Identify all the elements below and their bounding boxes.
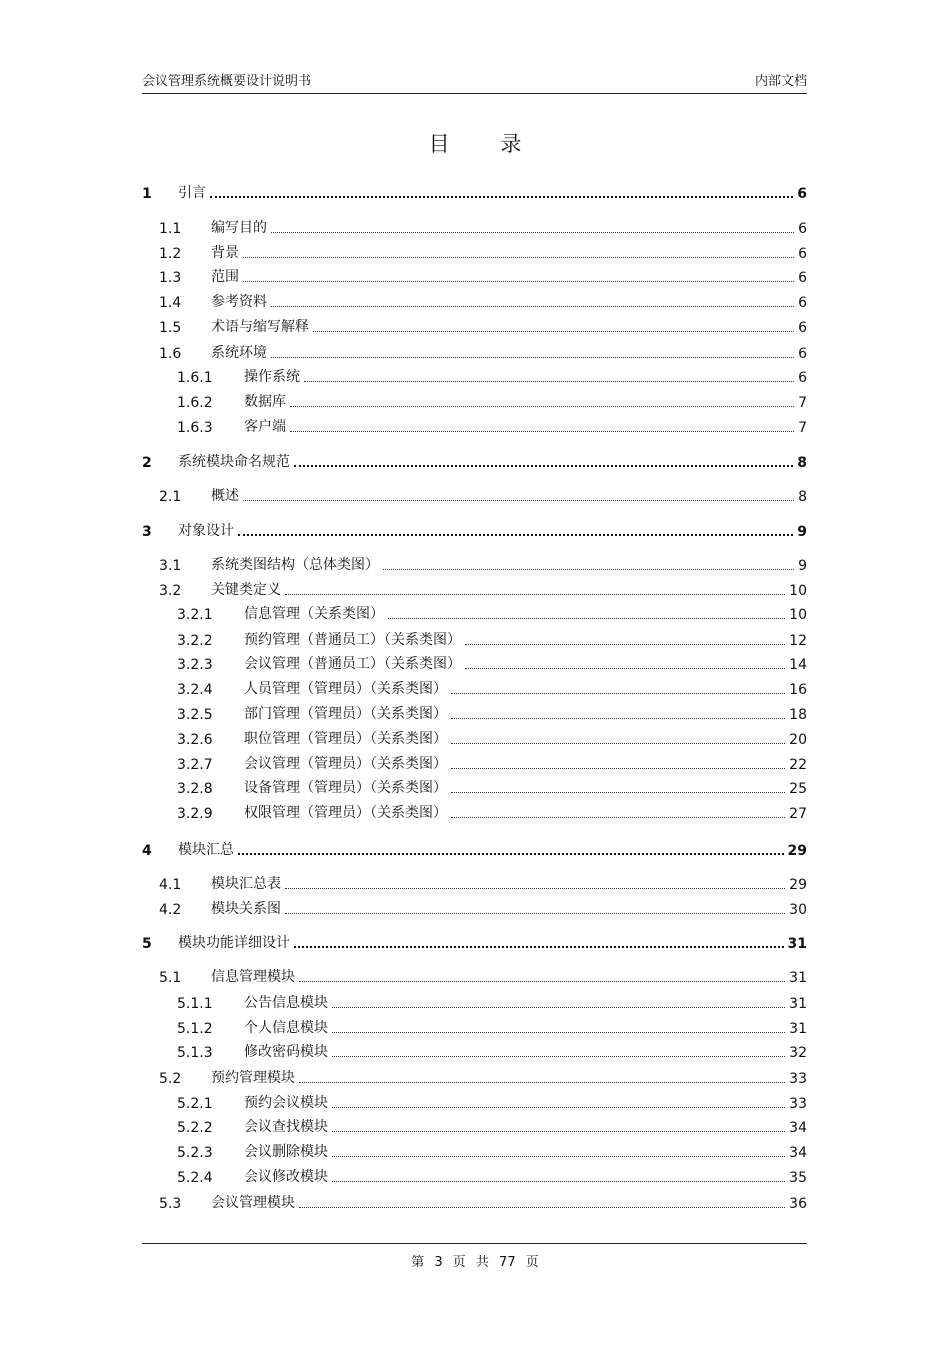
toc-entry-number: 3.2.6 [177, 732, 213, 748]
dot-leader [451, 742, 785, 744]
dot-leader [238, 533, 793, 536]
toc-entry-page: 27 [789, 806, 807, 822]
toc-entry[interactable] [177, 992, 807, 1012]
toc-entry[interactable] [177, 1141, 807, 1161]
dot-leader [332, 1155, 785, 1157]
toc-entry-label: 系统类图结构（总体类图） [211, 557, 379, 573]
dot-leader [299, 980, 785, 982]
toc-entry-number: 1.6 [159, 346, 182, 362]
toc-entry-label: 范围 [211, 269, 239, 285]
toc-entry-label: 参考资料 [211, 294, 267, 310]
toc-entry-page: 6 [798, 370, 807, 386]
toc-entry-page: 6 [798, 221, 807, 237]
toc-entry-page: 9 [798, 558, 807, 574]
toc-entry-number: 5.1.3 [177, 1045, 213, 1061]
dot-leader [332, 1006, 785, 1008]
dot-leader [465, 667, 785, 669]
toc-entry[interactable] [159, 242, 807, 262]
toc-entry-page: 8 [797, 455, 807, 471]
toc-entry-number: 1.4 [159, 295, 182, 311]
toc-entry-page: 10 [789, 583, 807, 599]
toc-entry[interactable] [142, 451, 807, 471]
dot-leader [271, 356, 794, 358]
toc-entry-number: 3.2.9 [177, 806, 213, 822]
dot-leader [294, 464, 793, 467]
toc-entry-label: 背景 [211, 245, 239, 261]
toc-entry-page: 9 [797, 524, 807, 540]
toc-entry-page: 16 [789, 682, 807, 698]
toc-entry-page: 7 [798, 395, 807, 411]
toc-entry-page: 31 [787, 936, 807, 952]
toc-entry-page: 12 [789, 633, 807, 649]
toc-entry-number: 3.1 [159, 558, 182, 574]
toc-entry-number: 3 [142, 524, 152, 540]
dot-leader [332, 1130, 785, 1132]
dot-leader [383, 568, 794, 570]
toc-entry[interactable] [177, 1116, 807, 1136]
toc-entry[interactable] [177, 1166, 807, 1186]
toc-entry-label: 个人信息模块 [244, 1020, 328, 1036]
toc-title: 目 录 [428, 132, 544, 156]
toc-entry-page: 6 [798, 246, 807, 262]
toc-entry[interactable] [159, 554, 807, 574]
toc-entry-page: 36 [789, 1196, 807, 1212]
toc-entry-number: 3.2.4 [177, 682, 213, 698]
toc-entry-page: 34 [789, 1145, 807, 1161]
toc-entry-page: 29 [789, 877, 807, 893]
toc-entry-number: 1.6.3 [177, 420, 213, 436]
toc-entry-label: 信息管理模块 [211, 969, 295, 985]
toc-entry[interactable] [159, 966, 807, 986]
toc-entry-label: 预约管理模块 [211, 1070, 295, 1086]
toc-entry-number: 1.5 [159, 320, 182, 336]
toc-entry-page: 31 [789, 970, 807, 986]
toc-entry[interactable] [159, 485, 807, 505]
dot-leader [294, 945, 784, 948]
toc-entry-label: 操作系统 [244, 369, 300, 385]
toc-entry-page: 30 [789, 902, 807, 918]
toc-entry-number: 1 [142, 186, 152, 202]
dot-leader [290, 430, 794, 432]
toc-entry-label: 术语与缩写解释 [211, 319, 309, 335]
toc-entry-number: 4 [142, 843, 152, 859]
toc-entry-label: 编写目的 [211, 220, 267, 236]
toc-entry[interactable] [177, 1041, 807, 1061]
dot-leader [451, 767, 785, 769]
toc-entry[interactable] [142, 932, 807, 952]
toc-entry[interactable] [159, 1067, 807, 1087]
toc-entry-number: 3.2.5 [177, 707, 213, 723]
toc-entry-number: 4.2 [159, 902, 182, 918]
dot-leader [285, 593, 785, 595]
toc-entry-label: 系统环境 [211, 345, 267, 361]
dot-leader [465, 643, 785, 645]
dot-leader [332, 1031, 785, 1033]
toc-entry-label: 引言 [178, 185, 206, 201]
toc-entry-label: 会议管理（普通员工）（关系类图） [244, 656, 461, 672]
toc-entry-label: 概述 [211, 488, 239, 504]
toc-entry[interactable] [177, 728, 807, 748]
dot-leader [285, 887, 785, 889]
toc-entry-page: 14 [789, 657, 807, 673]
toc-entry-label: 公告信息模块 [244, 995, 328, 1011]
toc-entry-page: 6 [798, 295, 807, 311]
classification-label: 内部文档 [754, 74, 807, 89]
toc-entry-page: 33 [789, 1096, 807, 1112]
toc-entry-label: 职位管理（管理员）（关系类图） [244, 731, 447, 747]
dot-leader [299, 1081, 785, 1083]
dot-leader [451, 816, 785, 818]
toc-entry[interactable] [159, 266, 807, 286]
dot-leader [313, 330, 794, 332]
toc-entry-page: 31 [789, 996, 807, 1012]
dot-leader [285, 912, 785, 914]
dot-leader [238, 852, 784, 855]
dot-leader [210, 195, 793, 198]
dot-leader [243, 499, 794, 501]
toc-entry[interactable] [177, 802, 807, 822]
toc-entry[interactable] [142, 839, 807, 859]
dot-leader [388, 617, 785, 619]
toc-entry-number: 1.6.1 [177, 370, 213, 386]
toc-entry-number: 4.1 [159, 877, 182, 893]
toc-entry-label: 修改密码模块 [244, 1044, 328, 1060]
toc-entry[interactable] [159, 217, 807, 237]
dot-leader [271, 305, 794, 307]
toc-entry[interactable] [159, 579, 807, 599]
toc-entry-page: 6 [797, 186, 807, 202]
page-header [142, 66, 807, 94]
toc-entry-number: 1.1 [159, 221, 182, 237]
toc-entry-page: 25 [789, 781, 807, 797]
toc-entry-label: 系统模块命名规范 [178, 454, 290, 470]
toc-entry-number: 3.2.1 [177, 607, 213, 623]
toc-entry-number: 5.3 [159, 1196, 182, 1212]
toc-entry[interactable] [177, 678, 807, 698]
toc-entry-label: 部门管理（管理员）（关系类图） [244, 706, 447, 722]
toc-entry-number: 2 [142, 455, 152, 471]
toc-entry[interactable] [159, 316, 807, 336]
toc-entry-label: 数据库 [244, 394, 286, 410]
dot-leader [299, 1206, 785, 1208]
toc-entry[interactable] [177, 653, 807, 673]
toc-entry-number: 3.2.3 [177, 657, 213, 673]
toc-entry-page: 6 [798, 346, 807, 362]
toc-entry[interactable] [177, 1092, 807, 1112]
toc-entry-number: 5.2 [159, 1071, 182, 1087]
toc-entry[interactable] [142, 182, 807, 202]
dot-leader [304, 380, 794, 382]
toc-entry-label: 模块功能详细设计 [178, 935, 290, 951]
toc-entry-number: 5.1 [159, 970, 182, 986]
toc-entry-page: 32 [789, 1045, 807, 1061]
toc-entry-label: 设备管理（管理员）（关系类图） [244, 780, 447, 796]
toc-entry-label: 会议修改模块 [244, 1169, 328, 1185]
page-footer: 第 3 页 共 77 页 [411, 1255, 539, 1270]
toc-entry-label: 预约会议模块 [244, 1095, 328, 1111]
toc-entry[interactable] [159, 291, 807, 311]
toc-entry-number: 3.2 [159, 583, 182, 599]
dot-leader [243, 256, 794, 258]
toc-entry-label: 权限管理（管理员）（关系类图） [244, 805, 447, 821]
dot-leader [451, 717, 785, 719]
toc-entry-label: 会议管理（管理员）（关系类图） [244, 756, 447, 772]
document-title: 会议管理系统概要设计说明书 [142, 74, 312, 89]
toc-entry-number: 5.2.4 [177, 1170, 213, 1186]
toc-entry-page: 35 [789, 1170, 807, 1186]
toc-entry[interactable] [159, 342, 807, 362]
toc-entry[interactable] [159, 898, 807, 918]
toc-entry[interactable] [159, 1192, 807, 1212]
dot-leader [290, 405, 794, 407]
toc-entry-label: 信息管理（关系类图） [244, 606, 384, 622]
dot-leader [332, 1180, 785, 1182]
toc-entry-number: 3.2.2 [177, 633, 213, 649]
toc-entry-number: 3.2.8 [177, 781, 213, 797]
toc-entry-label: 会议查找模块 [244, 1119, 328, 1135]
toc-entry-label: 会议管理模块 [211, 1195, 295, 1211]
toc-entry[interactable] [177, 629, 807, 649]
toc-entry[interactable] [177, 777, 807, 797]
toc-entry-page: 8 [798, 489, 807, 505]
toc-entry-label: 关键类定义 [211, 582, 281, 598]
footer-divider [142, 1243, 807, 1244]
dot-leader [332, 1055, 785, 1057]
toc-entry-label: 模块关系图 [211, 901, 281, 917]
toc-entry-number: 5.1.2 [177, 1021, 213, 1037]
toc-entry-number: 1.2 [159, 246, 182, 262]
dot-leader [451, 791, 785, 793]
toc-entry-page: 6 [798, 320, 807, 336]
toc-entry-page: 29 [787, 843, 807, 859]
dot-leader [243, 280, 794, 282]
toc-entry-page: 33 [789, 1071, 807, 1087]
toc-entry-label: 对象设计 [178, 523, 234, 539]
toc-entry[interactable] [142, 520, 807, 540]
toc-entry-label: 会议删除模块 [244, 1144, 328, 1160]
dot-leader [332, 1106, 785, 1108]
toc-entry[interactable] [159, 873, 807, 893]
toc-entry-number: 1.6.2 [177, 395, 213, 411]
toc-entry-page: 6 [798, 270, 807, 286]
toc-entry[interactable] [177, 416, 807, 436]
toc-entry-number: 5.2.1 [177, 1096, 213, 1112]
toc-entry-label: 预约管理（普通员工）（关系类图） [244, 632, 461, 648]
toc-entry-number: 3.2.7 [177, 757, 213, 773]
toc-entry-number: 1.3 [159, 270, 182, 286]
toc-entry-number: 5.2.3 [177, 1145, 213, 1161]
toc-entry[interactable] [177, 603, 807, 623]
toc-entry[interactable] [177, 391, 807, 411]
toc-entry-page: 18 [789, 707, 807, 723]
toc-entry-number: 2.1 [159, 489, 182, 505]
toc-entry-label: 客户端 [244, 419, 286, 435]
toc-entry-number: 5.2.2 [177, 1120, 213, 1136]
toc-entry[interactable] [177, 1017, 807, 1037]
toc-entry-page: 31 [789, 1021, 807, 1037]
toc-entry-page: 20 [789, 732, 807, 748]
toc-entry-label: 模块汇总 [178, 842, 234, 858]
toc-entry-page: 7 [798, 420, 807, 436]
toc-entry-page: 10 [789, 607, 807, 623]
toc-entry-number: 5 [142, 936, 152, 952]
dot-leader [451, 692, 785, 694]
toc-entry-number: 5.1.1 [177, 996, 213, 1012]
toc-entry[interactable] [177, 703, 807, 723]
toc-entry[interactable] [177, 753, 807, 773]
toc-entry-page: 22 [789, 757, 807, 773]
toc-entry-label: 模块汇总表 [211, 876, 281, 892]
toc-entry-page: 34 [789, 1120, 807, 1136]
toc-entry[interactable] [177, 366, 807, 386]
dot-leader [271, 231, 794, 233]
toc-entry-label: 人员管理（管理员）（关系类图） [244, 681, 447, 697]
